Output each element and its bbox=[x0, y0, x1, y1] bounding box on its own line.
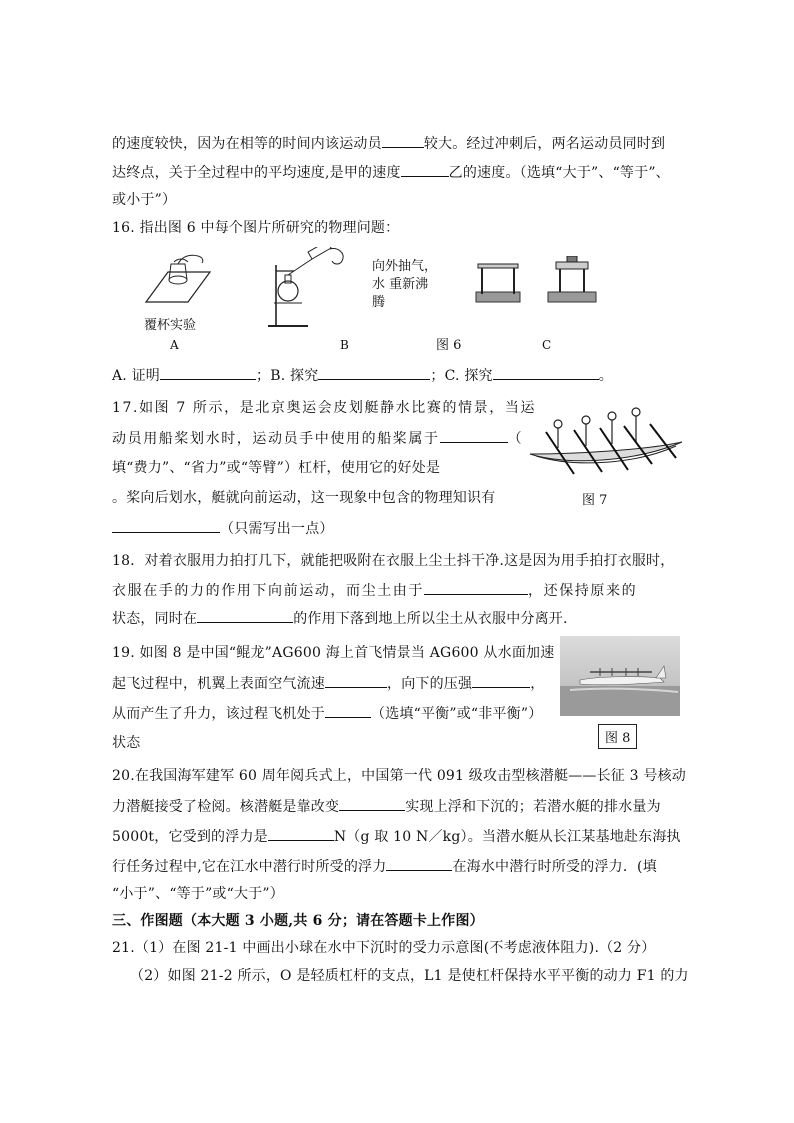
figure-6b-label-2: 水 重新沸 bbox=[372, 277, 429, 292]
figure-6b-sublabel: B bbox=[340, 338, 349, 352]
q20-blank-1[interactable] bbox=[339, 796, 405, 811]
q19-blank-1[interactable] bbox=[325, 673, 387, 688]
figure-6b-label-1: 向外抽气， bbox=[372, 259, 438, 274]
figure-6a-cup-experiment bbox=[138, 250, 218, 308]
figure-6b-flask-stand bbox=[268, 247, 358, 329]
figure-6c-sublabel: C bbox=[542, 338, 552, 352]
q18-blank-1[interactable] bbox=[424, 580, 528, 595]
q19-line-4: 状态 bbox=[112, 735, 141, 751]
q20-line-5: “小于”、“等于”或“大于”） bbox=[112, 886, 284, 902]
q20-blank-2[interactable] bbox=[268, 826, 334, 841]
q20-blank-3[interactable] bbox=[386, 856, 452, 871]
q15-blank-2[interactable] bbox=[401, 162, 449, 177]
q20-line-4: 行任务过程中,它在江水中潜行时所受的浮力 在海水中潜行时所受的浮力．(填 bbox=[112, 856, 657, 877]
figure-7-kayak bbox=[526, 402, 686, 482]
q19-blank-2[interactable] bbox=[472, 673, 530, 688]
section-3-title: 三、作图题（本大题 3 小题,共 6 分；请在答题卡上作图） bbox=[112, 913, 484, 929]
q21-line-1: 21.（1）在图 21-1 中画出小球在水中下沉时的受力示意图(不考虑液体阻力).（2 分） bbox=[112, 940, 656, 956]
figure-6c-pressure-stools bbox=[472, 256, 602, 306]
figure-6a-label: 覆杯实验 bbox=[144, 318, 197, 333]
figure-8-caption: 图 8 bbox=[598, 724, 637, 749]
q17-line-4: 。桨向后划水，艇就向前运动，这一现象中包含的物理知识有 bbox=[112, 490, 496, 506]
q15-line-2: 达终点，关于全过程中的平均速度,是甲的速度 乙的速度。（选填“大于”、“等于”、 bbox=[112, 162, 670, 183]
q20-line-2: 力潜艇接受了检阅。核潜艇是靠改变 实现上浮和下沉的；若潜水艇的排水量为 bbox=[112, 796, 661, 817]
q17-line-1: 17.如图 7 所示，是北京奥运会皮划艇静水比赛的情景，当运 bbox=[112, 400, 537, 416]
q19-blank-3[interactable] bbox=[325, 703, 371, 718]
figure-6-caption: 图 6 bbox=[436, 338, 462, 353]
q21-line-2: （2）如图 21-2 所示，O 是轻质杠杆的支点，L1 是使杠杆保持水平平衡的动力 F1 的力 bbox=[130, 968, 689, 984]
q19-line-1: 19. 如图 8 是中国“鲲龙”AG600 海上首飞情景当 AG600 从水面加速 bbox=[112, 645, 555, 661]
q17-blank-2[interactable] bbox=[112, 518, 220, 533]
figure-6a-sublabel: A bbox=[170, 338, 179, 352]
q15-blank-1[interactable] bbox=[382, 133, 424, 148]
q20-line-1: 20.在我国海军建军 60 周年阅兵式上，中国第一代 091 级攻击型核潜艇——长征 3 号核动 bbox=[112, 768, 687, 784]
q16-answers: A. 证明 ；B. 探究 ；C. 探究 。 bbox=[112, 365, 613, 386]
q19-line-3: 从而产生了升力，该过程飞机处于 （选填“平衡”或“非平衡”） bbox=[112, 703, 542, 724]
figure-8-ag600-photo bbox=[560, 636, 680, 716]
q16-blank-a[interactable] bbox=[160, 365, 256, 380]
figure-7-caption: 图 7 bbox=[582, 493, 608, 508]
q15-line-1: 的速度较快，因为在相等的时间内该运动员 较大。经过冲刺后，两名运动员同时到 bbox=[112, 133, 665, 154]
q17-line-3: 填“费力”、“省力”或“等臂”）杠杆，使用它的好处是 bbox=[112, 460, 441, 476]
q16-question: 16. 指出图 6 中每个图片所研究的物理问题： bbox=[112, 220, 400, 236]
q18-blank-2[interactable] bbox=[197, 608, 293, 623]
q17-blank-1[interactable] bbox=[440, 428, 508, 443]
q15-line-3: 或小于”） bbox=[112, 192, 177, 208]
q17-line-5: （只需写出一点） bbox=[112, 518, 334, 539]
q19-line-2: 起飞过程中，机翼上表面空气流速 ，向下的压强 ， bbox=[112, 673, 544, 694]
q18-line-3: 状态，同时在 的作用下落到地上所以尘土从衣服中分离开. bbox=[112, 608, 568, 629]
figure-6b-label-3: 腾 bbox=[372, 295, 386, 310]
q17-line-2: 动员用船桨划水时，运动员手中使用的船桨属于 （ bbox=[112, 428, 523, 449]
q20-line-3: 5000t，它受到的浮力是 N（g 取 10 N／kg）。当潜水艇从长江某基地赴东海执 bbox=[112, 826, 681, 847]
q16-blank-b[interactable] bbox=[318, 365, 430, 380]
q18-line-1: 18．对着衣服用力拍打几下，就能把吸附在衣服上尘土抖干净.这是因为用手拍打衣服时， bbox=[112, 553, 675, 569]
q16-blank-c[interactable] bbox=[493, 365, 599, 380]
q18-line-2: 衣服在手的力的作用下向前运动，而尘土由于 ，还保持原来的 bbox=[112, 580, 637, 601]
